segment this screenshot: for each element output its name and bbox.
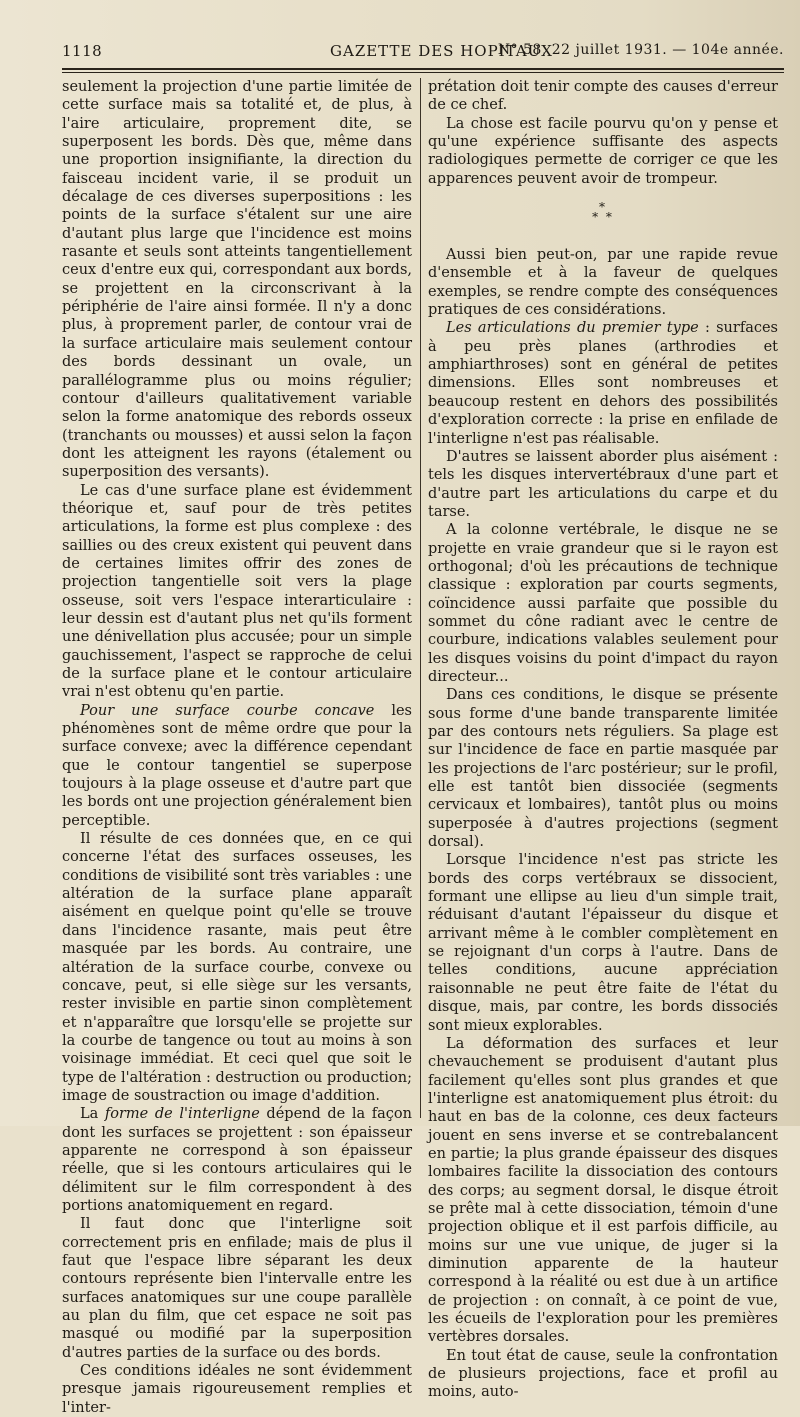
- paragraph: Ces conditions idéales ne sont évidemment presque jamais rigoureusement remplies et l'inter-: [62, 1363, 412, 1416]
- paragraph: La déformation des surfaces et leur chevauchement se produisent d'autant plus facilement qu'elles sont plus grandes et que l'interligne est anatomiquement plus étroit: du haut en bas de la colonne, ces deux facteurs jouent en sens inverse et se contrebalancent en partie; la plus grande épaisseur des disques lombaires facilite la dissociation des contours des corps; au segment dorsal, le disque étroit se prête mal à cette dissociation, témoin d'une projection oblique et il est parfois difficile, au moins sur une vue unique, de juger si la diminution apparente de la hauteur correspond à la réalité ou est due à un artifice de projection : on connaît, à ce point de vue, les écueils de l'exploration pour les premières vertèbres dorsales.: [428, 1035, 778, 1346]
- paragraph: Lorsque l'incidence n'est pas stricte les bords des corps vertébraux se dissocient, formant une ellipse au lieu d'un simple trait, réduisant d'autant l'épaisseur du disque et arrivant même à le combler complètement en se rejoignant d'un corps à l'autre. Dans de telles conditions, aucune appréciation raisonnable ne peut être faite de l'état du disque, mais, par contre, les bords dissociés sont mieux explorables.: [428, 852, 778, 1034]
- paragraph: seulement la projection d'une partie limitée de cette surface mais sa totalité et, de plus, à l'aire articulaire, proprement dite, se superposent les bords. Dès que, même dans une proportion insignifiante, la direction du faisceau incident varie, il se produit un décalage de ces diverses superpositions : les points de la surface s'étalent sur une aire d'autant plus large que l'incidence est moins rasante et seuls sont atteints tangentiellement ceux d'entre eux qui, correspondant aux bords, se projettent en la circonscrivant à la périphérie de l'aire ainsi formée. Il n'y a donc plus, à proprement parler, de contour vrai de la surface articulaire mais seulement contour des bords dessinant un ovale, un parallélogramme plus ou moins régulier; contour d'ailleurs qualitativement variable selon la forme anatomique des rebords osseux (tranchants ou mousses) et aussi selon la façon dont les atteignent les rayons (étalement ou superposition des versants).: [62, 79, 412, 481]
- page-header: [62, 38, 784, 64]
- paragraph: [428, 319, 778, 447]
- paragraph: Dans ces conditions, le disque se présente sous forme d'une bande transparente limitée par des contours nets réguliers. Sa plage est sur l'incidence de face en partie masquée par les projections de l'arc postérieur; sur le profil, elle est tantôt bien dissociée (segments cervicaux et lombaires), tantôt plus ou moins superposée à d'autres projections (segment dorsal).: [428, 687, 778, 851]
- paragraph-text: : surfaces à peu près planes (arthrodies et amphiarthroses) sont en général de petites dimensions. Elles sont nombreuses et beaucoup restent en dehors des possibilités d'exploration correcte : la prise en enfilade de l'interligne n'est pas réalisable.: [428, 320, 778, 447]
- paragraph: La chose est facile pourvu qu'on y pense et qu'une expérience suffisante des aspects radiologiques permette de corriger ce que les apparences peuvent avoir de trompeur.: [428, 115, 778, 187]
- section-separator: [428, 200, 778, 225]
- paragraph: Il faut donc que l'interligne soit correctement pris en enfilade; mais de plus il faut que l'espace libre séparant les deux contours représente bien l'intervalle entre les surfaces anatomiques sur une coupe parallèle au plan du film, que cet espace ne soit pas masqué ou modifié par la superposition d'autres parties de la surface ou des bords.: [62, 1216, 412, 1361]
- paragraph-text: dépend de la façon dont les surfaces se projettent : son épaisseur apparente ne correspond à son épaisseur réelle, que si les contours articulaires qui le délimitent sur le film correspondent à des portions anatomiquement en regard.: [62, 1106, 412, 1214]
- italic-lead: forme de l'interligne: [104, 1106, 260, 1123]
- column-divider: [420, 78, 421, 1118]
- header-rule: [62, 68, 784, 70]
- italic-lead: Les articulations du premier type: [446, 320, 699, 337]
- paragraph: Il résulte de ces données que, en ce qui concerne l'état des surfaces osseuses, les conditions de visibilité sont très variables : une altération de la surface plane apparaît aisément en quelque point qu'elle se trouve dans l'incidence rasante, mais peut être masquée par les bords. Au contraire, une altération de la surface courbe, convexe ou concave, peut, si elle siège sur les versants, rester invisible en partie sinon complètement et n'apparaître que lorsqu'elle se projette sur la courbe de tangence ou tout au moins à son voisinage immédiat. Et ceci quel que soit le type de l'altération : destruction ou production; image de soustraction ou image d'addition.: [62, 831, 412, 1104]
- paragraph: [62, 1105, 412, 1215]
- paragraph: D'autres se laissent aborder plus aisément : tels les disques intervertébraux d'une part et d'autre part les articulations du carpe et du tarse.: [428, 448, 778, 520]
- left-column: [62, 78, 412, 1416]
- paragraph: En tout état de cause, seule la confrontation de plusieurs projections, face et profil au moins, auto-: [428, 1347, 778, 1401]
- paragraph-text: les phénomènes sont de même ordre que pour la surface convexe; avec la différence cependant que le contour tangentiel se superpose toujours à la plage osseuse et d'autre part que les bords ont une projection généralement bien perceptible.: [62, 702, 412, 829]
- separator-star: *: [599, 200, 607, 215]
- paragraph: [62, 702, 412, 830]
- header-rule-thin: [62, 72, 784, 73]
- page-number: 1118: [62, 42, 103, 60]
- paragraph: A la colonne vertébrale, le disque ne se projette en vraie grandeur que si le rayon est orthogonal; d'où les précautions de technique classique : exploration par courts segments, coïncidence aussi parfaite que possible du sommet du cône radiant avec le centre de courbure, indications valables seulement pour les disques voisins du point d'impact du rayon directeur...: [428, 522, 778, 685]
- right-column: [428, 78, 778, 1401]
- paragraph: prétation doit tenir compte des causes d'erreur de ce chef.: [428, 79, 778, 114]
- issue-info: N° 58, 22 juillet 1931. — 104e année.: [497, 42, 784, 58]
- paragraph: Le cas d'une surface plane est évidemment théorique et, sauf pour de très petites articulations, la forme est plus complexe : des saillies ou des creux existent qui peuvent dans de certaines limites offrir des zones de projection tangentielle soit vers la plage osseuse, soit vers l'espace interarticulaire : leur dessin est d'autant plus net qu'ils forment une dénivellation plus accusée; pour un simple gauchissement, l'aspect se rapproche de celui de la surface plane et le contour articulaire vrai n'est obtenu qu'en partie.: [62, 482, 412, 701]
- paragraph-text: La: [80, 1106, 105, 1123]
- separator-stars: * *: [592, 210, 614, 225]
- journal-title: GAZETTE DES HOPITAUX: [330, 42, 553, 60]
- paragraph: Aussi bien peut-on, par une rapide revue d'ensemble et à la faveur de quelques exemples, se rendre compte des conséquences pratiques de ces considérations.: [428, 247, 778, 319]
- italic-lead: Pour une surface courbe concave: [80, 702, 375, 719]
